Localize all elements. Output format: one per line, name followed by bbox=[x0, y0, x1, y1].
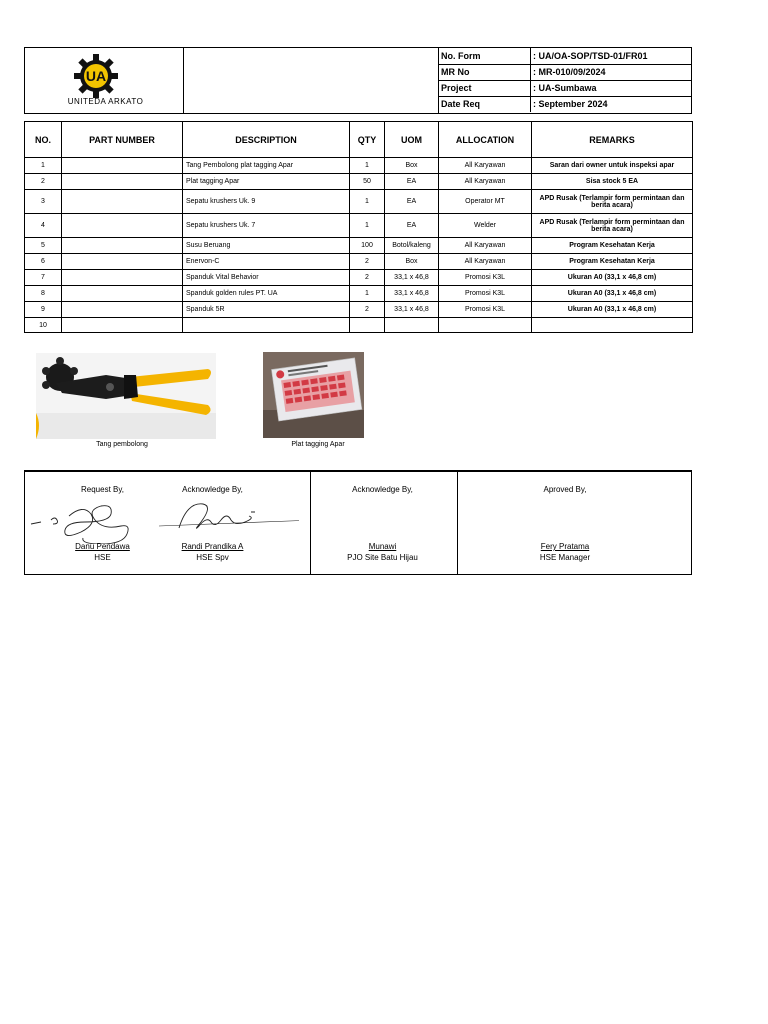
request-by-label: Request By, bbox=[81, 485, 124, 494]
meta-row-project: Project : UA-Sumbawa bbox=[438, 80, 691, 97]
request-by-name: Danu Pendawa bbox=[75, 542, 130, 551]
col-no: NO. bbox=[25, 122, 62, 158]
header-blank-cell bbox=[183, 48, 439, 113]
col-uom: UOM bbox=[385, 122, 439, 158]
signature-block bbox=[24, 470, 692, 575]
approved-label: Aproved By, bbox=[543, 485, 587, 494]
ack1-role: HSE Spv bbox=[196, 553, 229, 562]
col-qty: QTY bbox=[350, 122, 385, 158]
form-meta bbox=[438, 48, 691, 113]
request-by-role: HSE bbox=[94, 553, 111, 562]
table-row: 10 bbox=[25, 318, 693, 333]
punch-pliers-photo bbox=[36, 353, 216, 439]
approved-role: HSE Manager bbox=[539, 553, 591, 562]
approved-name: Fery Pratama bbox=[540, 542, 590, 551]
form-header bbox=[24, 47, 692, 114]
table-row: 8 Spanduk golden rules PT. UA 1 33,1 x 46,8 Promosi K3L Ukuran A0 (33,1 x 46,8 cm) bbox=[25, 286, 693, 302]
ack2-role: PJO Site Batu Hijau bbox=[347, 553, 418, 562]
tagging-plate-photo bbox=[263, 352, 364, 438]
col-remarks: REMARKS bbox=[532, 122, 693, 158]
ack1-name: Randi Prandika A bbox=[181, 542, 244, 551]
meta-row-mr-no: MR No : MR-010/09/2024 bbox=[438, 64, 691, 81]
meta-row-form-no: No. Form : UA/OA-SOP/TSD-01/FR01 bbox=[438, 48, 691, 65]
col-allocation: ALLOCATION bbox=[439, 122, 532, 158]
table-header-row bbox=[25, 122, 693, 158]
logo-letters: UA bbox=[85, 68, 107, 84]
col-description: DESCRIPTION bbox=[183, 122, 350, 158]
photo-caption-plate: Plat tagging Apar bbox=[291, 441, 345, 448]
company-name: UNITEDA ARKATO bbox=[67, 97, 144, 106]
ack2-label: Acknowledge By, bbox=[352, 485, 413, 494]
table-row: 4 Sepatu krushers Uk. 7 1 EA Welder APD Rusak (Terlampir form permintaan dan berita acara) bbox=[25, 214, 693, 238]
col-part-number: PART NUMBER bbox=[62, 122, 183, 158]
table-row: 9 Spanduk 5R 2 33,1 x 46,8 Promosi K3L Ukuran A0 (33,1 x 46,8 cm) bbox=[25, 302, 693, 318]
table-row: 2 Plat tagging Apar 50 EA All Karyawan Sisa stock 5 EA bbox=[25, 174, 693, 190]
table-row: 1 Tang Pembolong plat tagging Apar 1 Box All Karyawan Saran dari owner untuk inspeksi apar bbox=[25, 158, 693, 174]
logo-cell bbox=[25, 48, 184, 113]
signature-marks-icon bbox=[29, 498, 299, 544]
ack1-label: Acknowledge By, bbox=[182, 485, 243, 494]
company-logo-icon bbox=[73, 53, 119, 99]
table-row: 5 Susu Beruang 100 Botol/kaleng All Karyawan Program Kesehatan Kerja bbox=[25, 238, 693, 254]
meta-row-date-req: Date Req : September 2024 bbox=[438, 96, 691, 112]
table-row: 7 Spanduk Vital Behavior 2 33,1 x 46,8 Promosi K3L Ukuran A0 (33,1 x 46,8 cm) bbox=[25, 270, 693, 286]
items-table bbox=[24, 121, 693, 333]
table-row: 3 Sepatu krushers Uk. 9 1 EA Operator MT APD Rusak (Terlampir form permintaan dan berita acara) bbox=[25, 190, 693, 214]
ack2-name: Munawi bbox=[368, 542, 397, 551]
table-row: 6 Enervon-C 2 Box All Karyawan Program Kesehatan Kerja bbox=[25, 254, 693, 270]
photo-caption-pliers: Tang pembolong bbox=[96, 441, 148, 448]
